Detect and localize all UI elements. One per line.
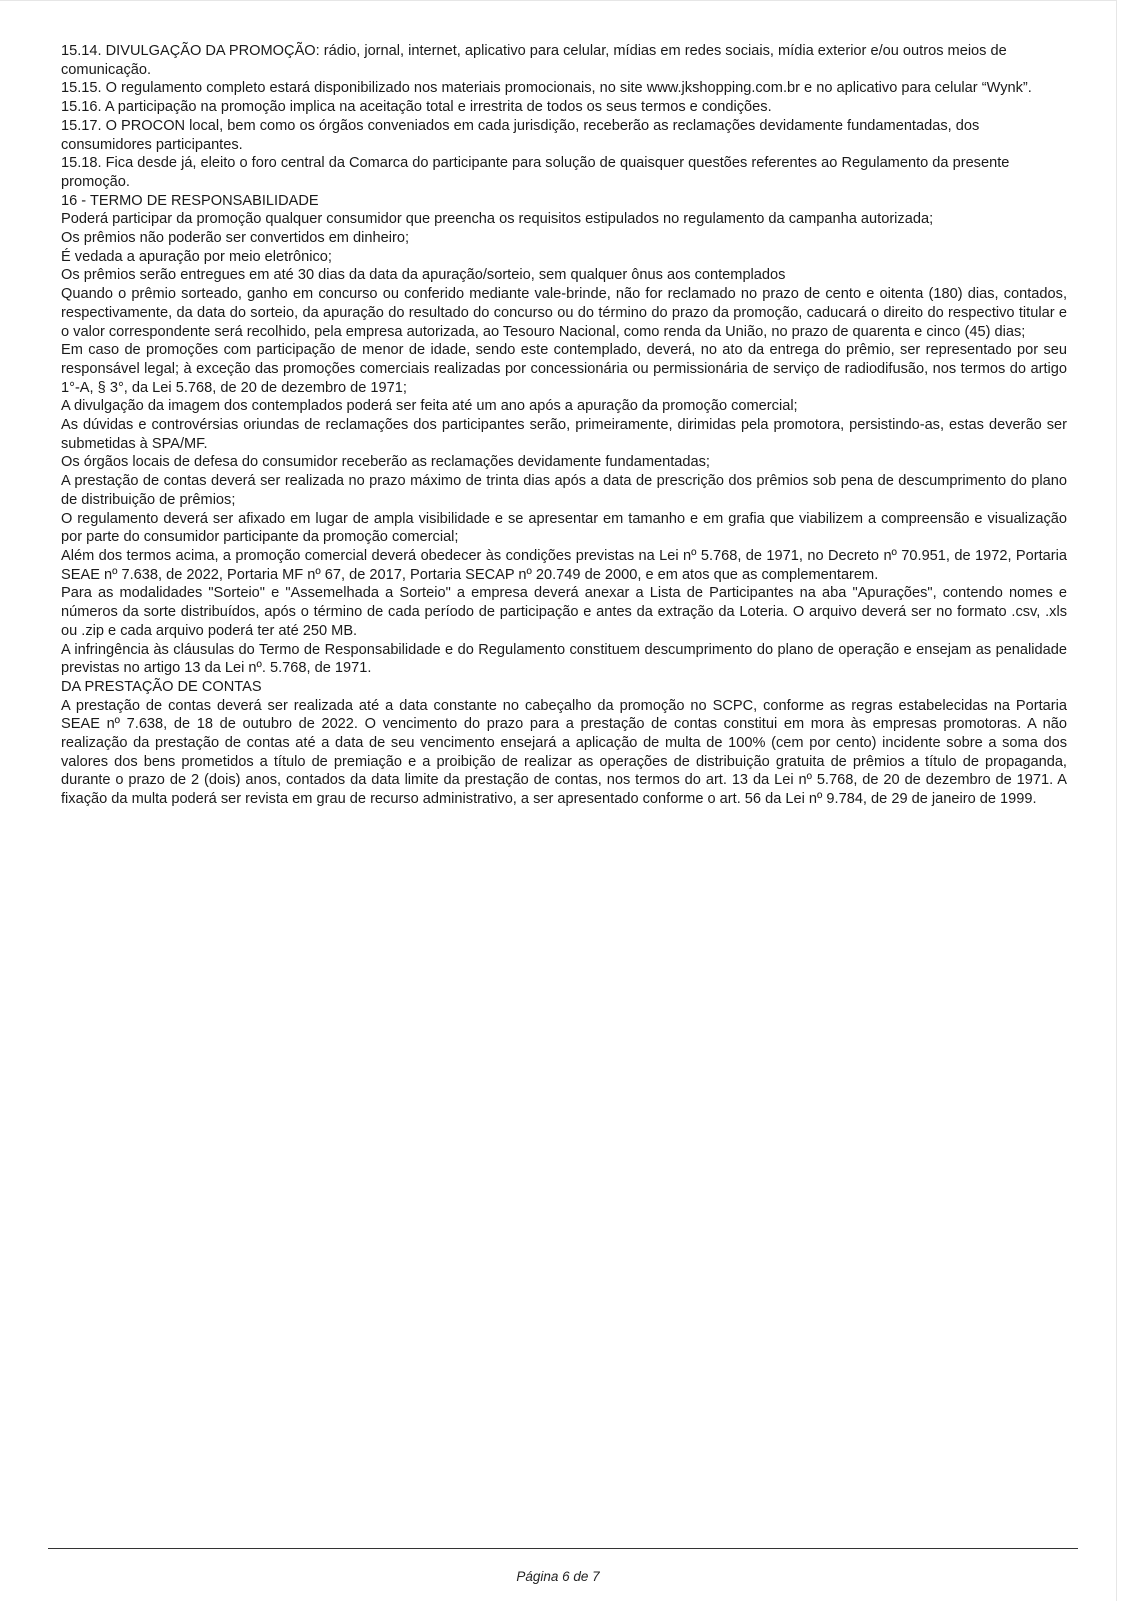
paragraph: Os órgãos locais de defesa do consumidor receberão as reclamações devidamente fundamentadas;	[61, 454, 710, 471]
clause-15-18: 15.18. Fica desde já, eleito o foro central da Comarca do participante para solução de quaisquer questões referentes ao Regulamento da presente promoção.	[61, 155, 1010, 190]
clause-15-14: 15.14. DIVULGAÇÃO DA PROMOÇÃO: rádio, jornal, internet, aplicativo para celular, mídias em redes sociais, mídia exterior e/ou outros meios de comunicação.	[61, 43, 1007, 78]
paragraph: As dúvidas e controvérsias oriundas de reclamações dos participantes serão, primeiramente, dirimidas pela promotora, persistindo-as, estas deverão ser submetidas à SPA/MF.	[61, 417, 1067, 452]
paragraph: É vedada a apuração por meio eletrônico;	[61, 248, 332, 265]
paragraph: Os prêmios serão entregues em até 30 dias da data da apuração/sorteio, sem qualquer ônus aos contemplados	[61, 267, 786, 284]
clause-15-17: 15.17. O PROCON local, bem como os órgãos conveniados em cada jurisdição, receberão as reclamações devidamente fundamentadas, dos consumidores participantes.	[61, 117, 980, 153]
paragraph: A divulgação da imagem dos contemplados poderá ser feita até um ano após a apuração da promoção comercial;	[61, 398, 798, 415]
paragraph: Para as modalidades "Sorteio" e "Assemelhada a Sorteio" a empresa deverá anexar a Lista de Participantes na aba "Apurações", contendo nomes e números da sorte distribuídos, após o término de cada período de participação e antes da extração da Loteria. O arquivo deverá ser no formato .csv, .xls ou .zip e cada arquivo poderá ter até 250 MB.	[61, 585, 1067, 639]
clause-15-15: 15.15. O regulamento completo estará disponibilizado nos materiais promocionais, no site www.jkshopping.com.br e no aplicativo para celular “Wynk”.	[61, 80, 1032, 97]
footer-divider	[48, 1548, 1078, 1549]
paragraph: Quando o prêmio sorteado, ganho em concurso ou conferido mediante vale-brinde, não for reclamado no prazo de cento e oitenta (180) dias, contados, respectivamente, da data do sorteio, da apuração do resultado do concurso ou do término do prazo da promoção, caducará o direito do respectivo titular e o valor correspondente será recolhido, pela empresa autorizada, ao Tesouro Nacional, como renda da União, no prazo de quarenta e cinco (45) dias;	[61, 286, 1067, 340]
page-number: Página 6 de 7	[516, 1569, 600, 1584]
prestacao-text: A prestação de contas deverá ser realizada até a data constante no cabeçalho da promoção no SCPC, conforme as regras estabelecidas na Portaria SEAE nº 7.638, de 18 de outubro de 2022. O vencimento do prazo para a prestação de contas constitui em mora às empresas promotoras. A não realização da prestação de contas até a data de seu vencimento ensejará a aplicação de multa de 100% (cem por cento) incidente sobre a soma dos valores dos bens prometidos a título de premiação e a proibição de realizar as operações de distribuição gratuita de prêmios a título de propaganda, durante o prazo de 2 (dois) anos, contados da data limite da prestação de contas, nos termos do art. 13 da Lei nº 5.768, de 20 de dezembro de 1971. A fixação da multa poderá ser revista em grau de recurso administrativo, a ser apresentado conforme o art. 56 da Lei nº 9.784, de 29 de janeiro de 1999.	[61, 697, 1067, 808]
paragraph: A infringência às cláusulas do Termo de Responsabilidade e do Regulamento constituem descumprimento do plano de operação e ensejam as penalidade previstas no artigo 13 da Lei nº. 5.768, de 1971.	[61, 641, 1067, 677]
paragraph: Poderá participar da promoção qualquer consumidor que preencha os requisitos estipulados no regulamento da campanha autorizada;	[61, 211, 934, 228]
paragraph: A prestação de contas deverá ser realizada no prazo máximo de trinta dias após a data de prescrição dos prêmios sob pena de descumprimento do plano de distribuição de prêmios;	[61, 473, 1067, 508]
paragraph: Os prêmios não poderão ser convertidos em dinheiro;	[61, 230, 409, 247]
prestacao-heading: DA PRESTAÇÃO DE CONTAS	[61, 678, 262, 695]
document-body	[61, 42, 1067, 809]
clause-15-16: 15.16. A participação na promoção implica na aceitação total e irrestrita de todos os seus termos e condições.	[61, 99, 772, 116]
paragraph: Em caso de promoções com participação de menor de idade, sendo este contemplado, deverá, no ato da entrega do prêmio, ser representado por seu responsável legal; à exceção das promoções comerciais realizadas por concessionária ou permissionária de serviço de radiodifusão, nos termos do artigo 1°-A, § 3°, da Lei 5.768, de 20 de dezembro de 1971;	[61, 342, 1067, 396]
paragraph: O regulamento deverá ser afixado em lugar de ampla visibilidade e se apresentar em tamanho e em grafia que viabilizem a compreensão e visualização por parte do consumidor participante da promoção comercial;	[61, 510, 1067, 546]
paragraph: Além dos termos acima, a promoção comercial deverá obedecer às condições previstas na Lei nº 5.768, de 1971, no Decreto nº 70.951, de 1972, Portaria SEAE nº 7.638, de 2022, Portaria MF nº 67, de 2017, Portaria SECAP nº 20.749 de 2000, e em atos que as complementarem.	[61, 547, 1067, 583]
section-16-heading: 16 - TERMO DE RESPONSABILIDADE	[61, 192, 319, 209]
